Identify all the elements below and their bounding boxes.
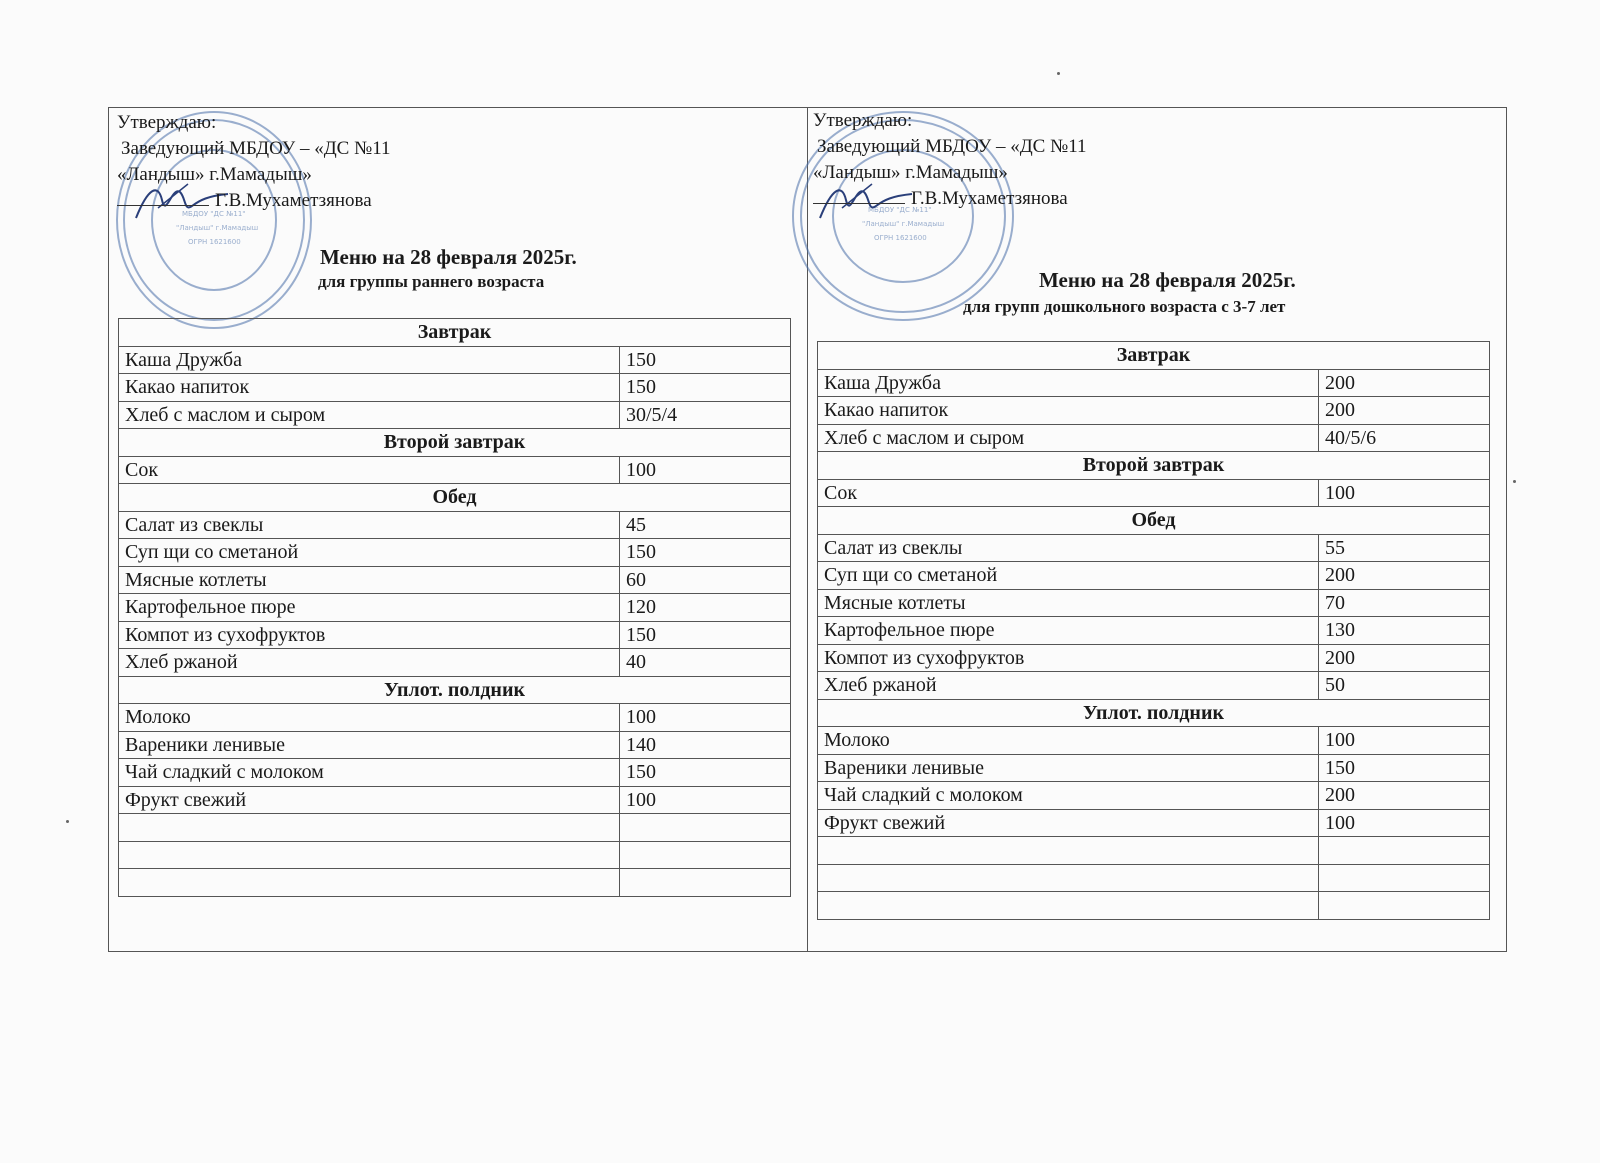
table-row xyxy=(818,424,1490,452)
table-row xyxy=(818,672,1490,700)
portion-amount: 200 xyxy=(1319,782,1490,810)
svg-text:МБДОУ "ДС №11": МБДОУ "ДС №11" xyxy=(182,210,246,218)
portion-amount: 100 xyxy=(1319,727,1490,755)
empty-cell xyxy=(1319,892,1490,920)
signer-name: Г.В.Мухаметзянова xyxy=(911,188,1068,209)
dish-name: Хлеб с маслом и сыром xyxy=(818,424,1319,452)
portion-amount: 60 xyxy=(620,566,791,594)
empty-cell xyxy=(818,837,1319,865)
table-row xyxy=(119,401,791,429)
table-row xyxy=(119,539,791,567)
empty-cell xyxy=(119,814,620,842)
portion-amount: 100 xyxy=(620,456,791,484)
dish-name: Каша Дружба xyxy=(818,369,1319,397)
table-row xyxy=(818,644,1490,672)
scan-speck xyxy=(1057,72,1060,75)
portion-amount: 45 xyxy=(620,511,791,539)
dish-name: Компот из сухофруктов xyxy=(818,644,1319,672)
empty-cell xyxy=(620,814,791,842)
portion-amount: 200 xyxy=(1319,369,1490,397)
empty-row xyxy=(119,814,791,842)
dish-name: Салат из свеклы xyxy=(119,511,620,539)
portion-amount: 30/5/4 xyxy=(620,401,791,429)
section-header-row xyxy=(119,319,791,347)
table-row xyxy=(119,704,791,732)
signature-line xyxy=(117,205,209,206)
section-title: Обед xyxy=(818,507,1490,535)
table-row xyxy=(818,589,1490,617)
portion-amount: 100 xyxy=(620,704,791,732)
table-row xyxy=(119,649,791,677)
section-title: Завтрак xyxy=(119,319,791,347)
table-row xyxy=(818,754,1490,782)
portion-amount: 150 xyxy=(620,759,791,787)
dish-name: Молоко xyxy=(119,704,620,732)
portion-amount: 140 xyxy=(620,731,791,759)
svg-text:"Ландыш" г.Мамадыш: "Ландыш" г.Мамадыш xyxy=(176,224,259,232)
approval-position: Заведующий МБДОУ – «ДС №11 xyxy=(121,138,391,159)
empty-cell xyxy=(1319,864,1490,892)
table-row xyxy=(818,727,1490,755)
section-title: Обед xyxy=(119,484,791,512)
table-row xyxy=(119,346,791,374)
section-header-row xyxy=(119,484,791,512)
empty-row xyxy=(818,892,1490,920)
section-header-row xyxy=(818,507,1490,535)
scan-speck xyxy=(1513,480,1516,483)
dish-name: Вареники ленивые xyxy=(119,731,620,759)
portion-amount: 150 xyxy=(1319,754,1490,782)
svg-text:"Ландыш" г.Мамадыш: "Ландыш" г.Мамадыш xyxy=(862,220,945,228)
table-row xyxy=(818,562,1490,590)
table-row xyxy=(119,511,791,539)
empty-cell xyxy=(818,864,1319,892)
table-row xyxy=(818,479,1490,507)
portion-amount: 150 xyxy=(620,374,791,402)
dish-name: Какао напиток xyxy=(818,397,1319,425)
table-row xyxy=(818,397,1490,425)
table-row xyxy=(119,566,791,594)
empty-row xyxy=(119,841,791,869)
menu-subtitle: для групп дошкольного возраста с 3-7 лет xyxy=(963,297,1286,316)
section-header-row xyxy=(818,699,1490,727)
table-row xyxy=(818,782,1490,810)
dish-name: Суп щи со сметаной xyxy=(818,562,1319,590)
empty-cell xyxy=(818,892,1319,920)
dish-name: Фрукт свежий xyxy=(119,786,620,814)
empty-cell xyxy=(1319,837,1490,865)
table-row xyxy=(119,456,791,484)
section-title: Завтрак xyxy=(818,342,1490,370)
dish-name: Сок xyxy=(119,456,620,484)
portion-amount: 70 xyxy=(1319,589,1490,617)
approval-label: Утверждаю: xyxy=(117,112,217,133)
portion-amount: 150 xyxy=(620,539,791,567)
empty-cell xyxy=(620,869,791,897)
portion-amount: 150 xyxy=(620,621,791,649)
empty-row xyxy=(818,837,1490,865)
dish-name: Салат из свеклы xyxy=(818,534,1319,562)
portion-amount: 150 xyxy=(620,346,791,374)
dish-name: Мясные котлеты xyxy=(119,566,620,594)
section-title: Уплот. полдник xyxy=(818,699,1490,727)
table-row xyxy=(818,369,1490,397)
section-title: Второй завтрак xyxy=(119,429,791,457)
table-row xyxy=(818,617,1490,645)
dish-name: Чай сладкий с молоком xyxy=(119,759,620,787)
section-header-row xyxy=(119,676,791,704)
dish-name: Хлеб с маслом и сыром xyxy=(119,401,620,429)
portion-amount: 130 xyxy=(1319,617,1490,645)
approval-organization: «Ландыш» г.Мамадыш» xyxy=(117,164,312,185)
table-row xyxy=(119,621,791,649)
approval-block xyxy=(813,108,1087,212)
menu-title: Меню на 28 февраля 2025г. xyxy=(1039,268,1296,292)
section-header-row xyxy=(119,429,791,457)
dish-name: Хлеб ржаной xyxy=(818,672,1319,700)
portion-amount: 40/5/6 xyxy=(1319,424,1490,452)
table-row xyxy=(818,809,1490,837)
dish-name: Каша Дружба xyxy=(119,346,620,374)
empty-cell xyxy=(119,841,620,869)
signer-name: Г.В.Мухаметзянова xyxy=(215,190,372,211)
section-title: Уплот. полдник xyxy=(119,676,791,704)
empty-row xyxy=(119,869,791,897)
table-row xyxy=(119,594,791,622)
dish-name: Чай сладкий с молоком xyxy=(818,782,1319,810)
portion-amount: 120 xyxy=(620,594,791,622)
portion-amount: 200 xyxy=(1319,397,1490,425)
dish-name: Мясные котлеты xyxy=(818,589,1319,617)
menu-title: Меню на 28 февраля 2025г. xyxy=(320,245,577,269)
table-row xyxy=(119,786,791,814)
dish-name: Картофельное пюре xyxy=(119,594,620,622)
table-row xyxy=(119,759,791,787)
section-header-row xyxy=(818,452,1490,480)
svg-text:МБДОУ "ДС №11": МБДОУ "ДС №11" xyxy=(868,206,932,214)
portion-amount: 200 xyxy=(1319,644,1490,672)
dish-name: Компот из сухофруктов xyxy=(119,621,620,649)
approval-label: Утверждаю: xyxy=(813,110,913,131)
approval-organization: «Ландыш» г.Мамадыш» xyxy=(813,162,1008,183)
portion-amount: 100 xyxy=(620,786,791,814)
table-row xyxy=(818,534,1490,562)
menu-table xyxy=(817,341,1490,920)
empty-cell xyxy=(119,869,620,897)
menu-subtitle: для группы раннего возраста xyxy=(318,272,545,291)
section-header-row xyxy=(818,342,1490,370)
portion-amount: 50 xyxy=(1319,672,1490,700)
empty-cell xyxy=(620,841,791,869)
approval-position: Заведующий МБДОУ – «ДС №11 xyxy=(817,136,1087,157)
dish-name: Картофельное пюре xyxy=(818,617,1319,645)
dish-name: Молоко xyxy=(818,727,1319,755)
dish-name: Какао напиток xyxy=(119,374,620,402)
table-row xyxy=(119,731,791,759)
portion-amount: 40 xyxy=(620,649,791,677)
portion-amount: 100 xyxy=(1319,479,1490,507)
empty-row xyxy=(818,864,1490,892)
portion-amount: 200 xyxy=(1319,562,1490,590)
menu-table xyxy=(118,318,791,897)
portion-amount: 100 xyxy=(1319,809,1490,837)
table-row xyxy=(119,374,791,402)
dish-name: Хлеб ржаной xyxy=(119,649,620,677)
dish-name: Суп щи со сметаной xyxy=(119,539,620,567)
dish-name: Вареники ленивые xyxy=(818,754,1319,782)
signature-line xyxy=(813,203,905,204)
dish-name: Фрукт свежий xyxy=(818,809,1319,837)
svg-text:ОГРН 1621600: ОГРН 1621600 xyxy=(188,238,241,246)
scan-speck xyxy=(66,820,69,823)
portion-amount: 55 xyxy=(1319,534,1490,562)
svg-text:ОГРН 1621600: ОГРН 1621600 xyxy=(874,234,927,242)
approval-block xyxy=(117,110,391,214)
section-title: Второй завтрак xyxy=(818,452,1490,480)
dish-name: Сок xyxy=(818,479,1319,507)
